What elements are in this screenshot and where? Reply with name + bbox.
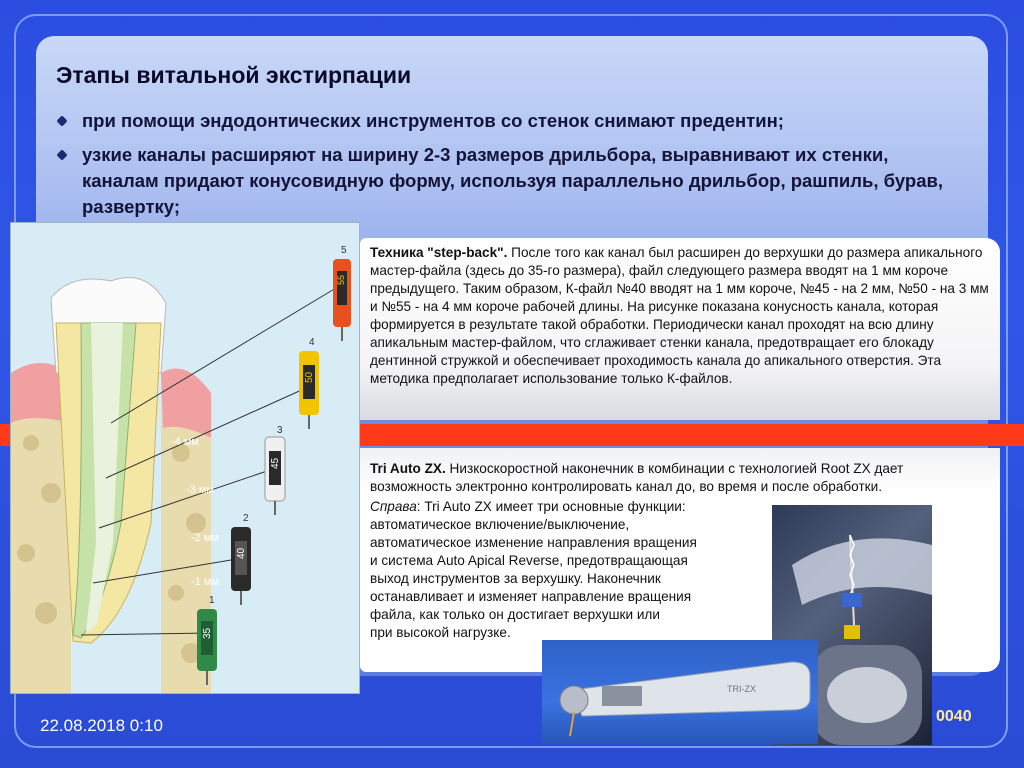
instrument-50: [299, 337, 319, 429]
tri-auto-features: Справа: Tri Auto ZX имеет три основные функции: автоматическое включение/выключение, автоматическое изменение направления вращения и система Auto Apical Reverse, предотвращающая выход инструментов за верхушку. Наконечник останавливает и изменяет направление вращения файла, как только он достигает верхушки или при высокой нагрузке.: [370, 498, 770, 642]
bullet-item: при помощи эндодонтических инструментов со стенок снимают предентин;: [56, 108, 956, 134]
tri-auto-device-photo: [542, 640, 818, 744]
feature-line: автоматическое включение/выключение,: [370, 517, 630, 532]
device-art: [542, 640, 818, 744]
instrument-number: 2: [243, 513, 249, 524]
depth-label: -4 мм: [171, 436, 199, 448]
instrument-number: 5: [341, 245, 347, 256]
bullet-icon: [56, 149, 67, 160]
instrument-number: 4: [309, 337, 315, 348]
tri-auto-intro-block: [370, 460, 980, 496]
slide-title: Этапы витальной экстирпации: [56, 62, 412, 88]
tri-auto-heading: Tri Auto ZX.: [370, 461, 446, 476]
feature-line: выход инструментов за верхушку. Наконечник: [370, 571, 661, 586]
feature-line: при высокой нагрузке.: [370, 625, 511, 640]
bullet-item: узкие каналы расширяют на ширину 2-3 размеров дрильбора, выравнивают их стенки, каналам придают конусовидную форму, используя параллельно дрильбор, рашпиль, бурав, развертку;: [56, 142, 956, 220]
step-back-body: После того как канал был расширен до верхушки до размера апикального мастер-файла (здесь до 35-го размера), файл следующего размера вводят на 1 мм короче предыдущего. Таким образом, К-файл №40 вводят на 1 мм короче, №45 - на 2 мм, №50 - на 3 мм и №55 - на 4 мм короче рабочей длины. На рисунке показана конусность канала, которая формируется в результате такой обработки. Периодически канал проходят на всю длину апикальным мастер-файлом, что сглаживает стенки канала, предотвращает его блокаду дентинной стружкой и обеспечивает проходимость канала до апикального отверстия. Эта методика предполагает использование только К-файлов.: [370, 245, 989, 386]
instrument-55: [333, 245, 351, 341]
instrument-size: 50: [304, 371, 315, 383]
instrument-size: 55: [336, 274, 346, 285]
instrument-number: 3: [277, 425, 283, 436]
tri-auto-intro: Низкоскоростной наконечник в комбинации с технологией Root ZX дает возможность электронно контролировать канал до, во время и после обработки.: [370, 461, 904, 494]
step-back-box: [360, 238, 1000, 420]
device-label: TRI-ZX: [727, 684, 756, 694]
slide-date: 22.08.2018 0:10: [40, 716, 163, 735]
depth-label: -2 мм: [191, 532, 219, 544]
bullet-icon: [56, 115, 67, 126]
step-back-heading: Техника "step-back".: [370, 245, 508, 260]
slide-number: 0040: [936, 708, 972, 725]
bullet-list: [56, 108, 956, 228]
feature-line: файла, как только он достигает верхушки или: [370, 607, 660, 622]
depth-label: -3 мм: [186, 484, 214, 496]
depth-label: -1 мм: [191, 576, 219, 588]
feature-line: и система Auto Apical Reverse, предотвращающая: [370, 553, 688, 568]
tooth-diagram: [11, 223, 359, 693]
instrument-45: [265, 425, 285, 515]
instrument-size: 45: [270, 457, 281, 469]
instrument-size: 40: [236, 547, 247, 559]
right-label: Справа: [370, 499, 417, 514]
feature-line: автоматическое изменение направления вращения: [370, 535, 697, 550]
instrument-number: 1: [209, 595, 215, 606]
instrument-40: [231, 513, 251, 605]
feature-line: останавливает и изменяет направление вращения: [370, 589, 692, 604]
instrument-size: 35: [202, 627, 213, 639]
tooth-illustration: [10, 222, 360, 694]
